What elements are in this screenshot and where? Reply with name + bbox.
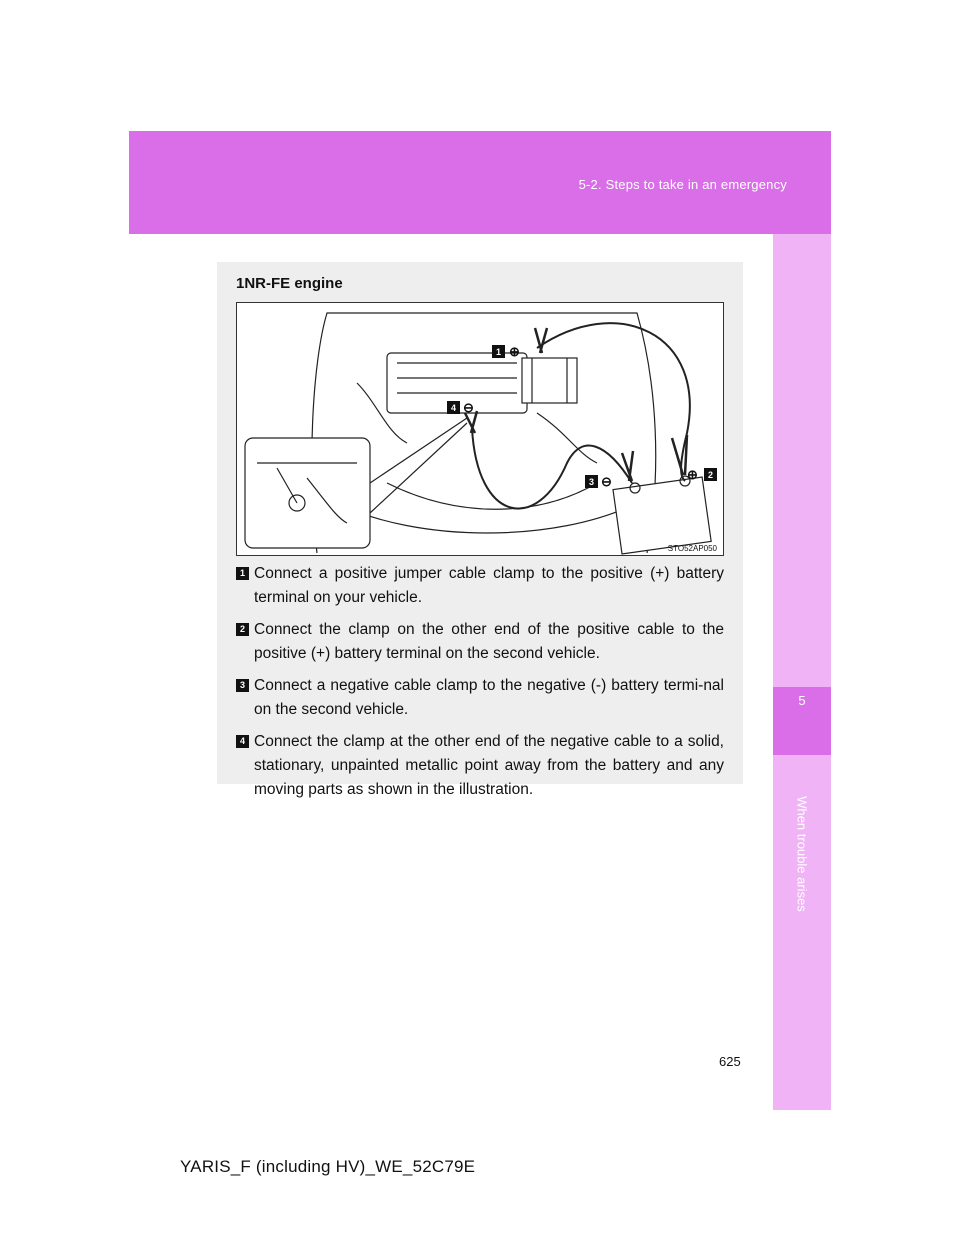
jump-start-illustration xyxy=(236,302,724,556)
step-number: 4 xyxy=(236,735,249,748)
step-item xyxy=(236,730,724,802)
step-item xyxy=(236,618,724,666)
car-bumper-outline xyxy=(337,503,637,533)
section-title: 5-2. Steps to take in an emergency xyxy=(578,177,787,192)
step-text: Connect a positive jumper cable clamp to the positive (+) battery terminal on your vehicle. xyxy=(254,565,724,606)
detail-inset xyxy=(245,438,370,548)
step-number: 1 xyxy=(236,567,249,580)
footer-document-code: YARIS_F (including HV)_WE_52C79E xyxy=(180,1157,476,1176)
plus-sign-1: ⊕ xyxy=(509,344,520,359)
step-text: Connect the clamp at the other end of the negative cable to a solid, stationary, unpainted metallic point away from the battery and any moving parts as shown in the illustration. xyxy=(254,733,724,798)
illustration-drawing xyxy=(237,303,723,555)
chapter-side-tab xyxy=(773,234,831,1110)
page-number: 625 xyxy=(719,1054,741,1069)
label-3: 3 xyxy=(588,477,595,487)
plus-sign-2: ⊕ xyxy=(687,467,698,482)
steps-list xyxy=(236,562,724,810)
step-number: 3 xyxy=(236,679,249,692)
minus-sign-4: ⊖ xyxy=(463,400,474,415)
second-battery xyxy=(613,477,711,554)
engine-title: 1NR-FE engine xyxy=(236,275,343,292)
step-text: Connect the clamp on the other end of the positive cable to the positive (+) battery terminal on the second vehicle. xyxy=(254,621,724,662)
negative-cable xyxy=(472,428,632,509)
step-text: Connect a negative cable clamp to the negative (-) battery termi-nal on the second vehicle. xyxy=(254,677,724,718)
inset-pointer xyxy=(370,418,467,513)
step-number: 2 xyxy=(236,623,249,636)
label-2: 2 xyxy=(707,470,714,480)
engine-detail xyxy=(397,363,517,393)
chapter-number: 5 xyxy=(773,687,831,755)
vehicle-battery xyxy=(522,358,577,403)
minus-sign-3: ⊖ xyxy=(601,474,612,489)
clamp-1 xyxy=(535,328,547,353)
chapter-title: When trouble arises xyxy=(794,796,810,912)
label-4: 4 xyxy=(450,403,457,413)
engine-hose-2 xyxy=(537,413,597,463)
illustration-code: STO52AP050 xyxy=(667,544,717,553)
header-band xyxy=(129,131,831,234)
content-box xyxy=(217,262,743,798)
step-item xyxy=(236,562,724,610)
step-item xyxy=(236,674,724,722)
label-1: 1 xyxy=(495,347,502,357)
